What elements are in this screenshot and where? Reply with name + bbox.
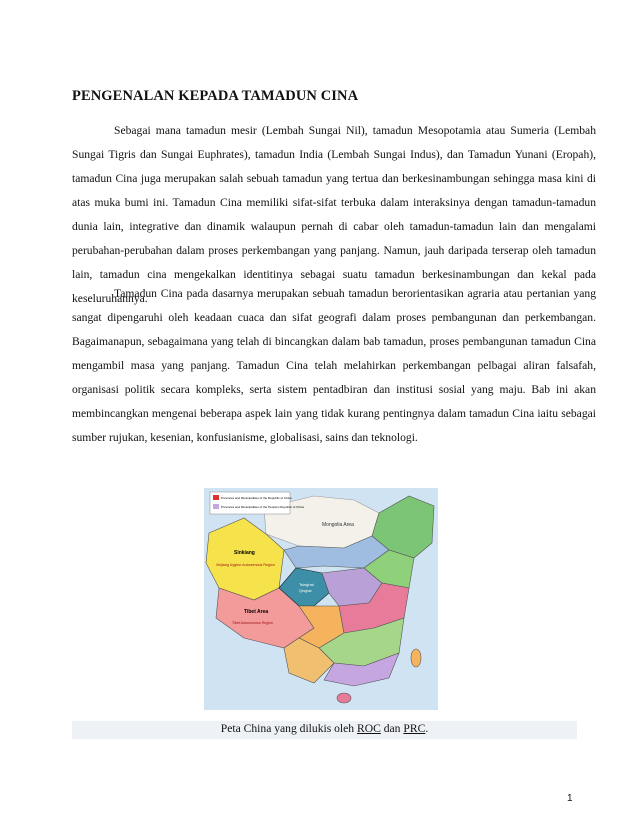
map-island-hainan <box>337 693 351 703</box>
caption-link-prc[interactable]: PRC <box>403 722 426 735</box>
map-label-mongolia: Mongolia Area <box>322 522 354 528</box>
map-label-tibet-ar: Tibet Autonomous Region <box>232 621 274 625</box>
map-label-xinjiang: Xinjiang Uyghur Autonomous Region <box>216 563 275 567</box>
map-legend-prc: Provinces and Municipalities of the People's Republic of China <box>221 505 304 509</box>
china-map-image <box>204 488 438 710</box>
map-label-sinkiang: Sinkiang <box>234 550 255 556</box>
caption-text-middle: dan <box>380 722 404 735</box>
caption-text-prefix: Peta China yang dilukis oleh <box>220 722 357 735</box>
caption-link-roc[interactable]: ROC <box>357 722 381 735</box>
caption-text-suffix: . <box>425 722 429 735</box>
page-title: PENGENALAN KEPADA TAMADUN CINA <box>72 88 359 104</box>
map-label-tibet-area: Tibet Area <box>244 609 269 615</box>
map-legend-swatch-prc <box>213 504 219 509</box>
map-legend-roc: Provinces and Municipalities of the Republic of China <box>221 496 292 500</box>
map-label-qinghai: Qinghai <box>299 589 312 593</box>
paragraph-2: Tamadun Cina pada dasarnya merupakan sebuah tamadun berorientasikan agraria atau pertanian yang sangat dipengaruhi oleh keadaan cuaca dan sifat geografi dalam proses pembangunan dan perkembangan. Bagaimanapun, sebagaimana yang telah di bincangkan dalam bab tamadun, proses pembangunan tamadun Cina mengambil masa yang panjang. Tamadun Cina telah melahirkan perkembangan pelbagai aliran falsafah, organisasi politik secara kompleks, serta sistem pentadbiran dan institusi sosial yang maju. Bab ini akan membincangkan mengenai beberapa aspek lain yang tidak kurang pentingnya dalam tamadun Cina iaitu sebagai sumber rujukan, kesenian, konfusianisme, globalisasi, sains dan teknologi. <box>72 287 596 444</box>
map-legend-swatch-roc <box>213 495 219 500</box>
map-island-taiwan <box>411 649 421 667</box>
paragraph-1: Sebagai mana tamadun mesir (Lembah Sungai Nil), tamadun Mesopotamia atau Sumeria (Lembah Sungai Tigris dan Sungai Euphrates), tamadun India (Lembah Sungai Indus), dan Tamadun Yunani (Eropah), tamadun Cina juga merupakan salah sebuah tamadun yang tertua dan berkesinambungan sehingga masa kini di atas muka bumi ini. Tamadun Cina memiliki sifat-sifat terbuka dalam interaksinya dengan tamadun-tamadun dunia lain, integrative dan dinamik walaupun pernah di cabar oleh tamadun-tamadun lain dan mengalami perubahan-perubahan dalam proses perkembangan yang panjang. Namun, jauh daripada terserap oleh tamadun lain, tamadun cina mengekalkan identitinya sebagai suatu tamadun berkesinambungan dan kekal pada keseluruhannya. <box>72 124 596 305</box>
figure-caption <box>72 722 577 735</box>
page-number: 1 <box>567 793 573 804</box>
map-label-tsinghai: Tsinghai <box>299 582 314 587</box>
